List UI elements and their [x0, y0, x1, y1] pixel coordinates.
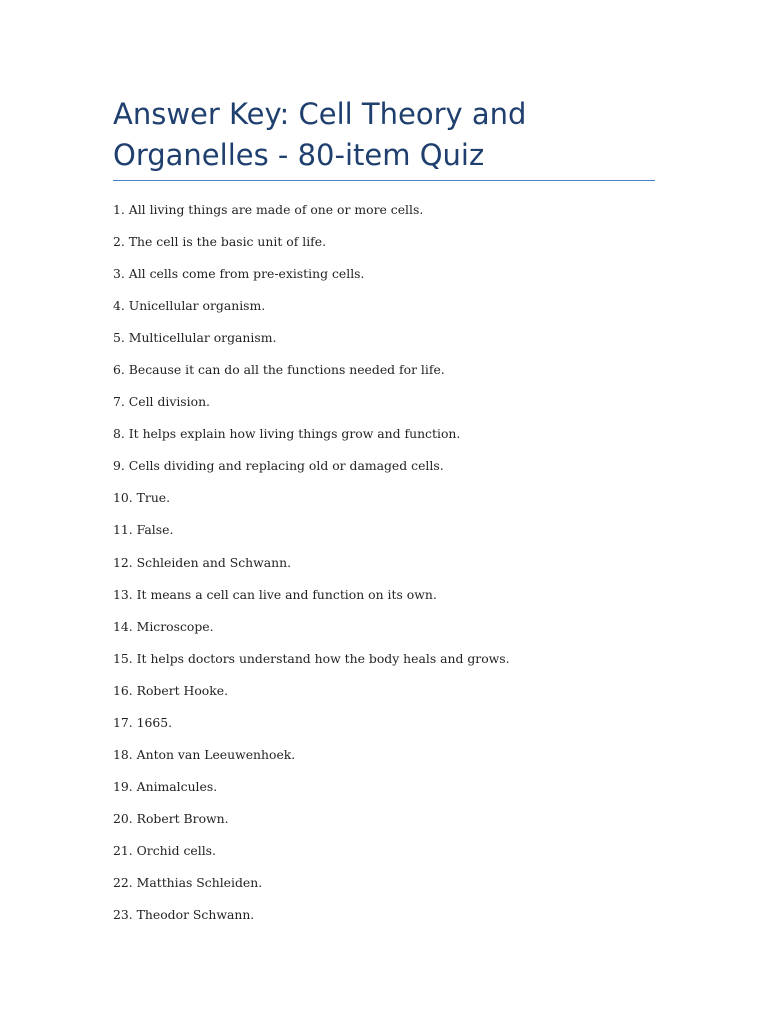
answer-item: 22. Matthias Schleiden. [113, 874, 263, 890]
answer-item: 7. Cell division. [113, 394, 210, 410]
document-title: Answer Key: Cell Theory and Organelles - 80-item Quiz [113, 97, 527, 172]
answer-item: 2. The cell is the basic unit of life. [113, 234, 327, 250]
answer-item: 4. Unicellular organism. [113, 298, 266, 314]
answer-list [113, 200, 510, 937]
answer-item: 8. It helps explain how living things grow and function. [113, 426, 461, 442]
answer-item: 16. Robert Hooke. [113, 682, 229, 698]
answer-item: 13. It means a cell can live and function on its own. [113, 586, 437, 602]
answer-item: 6. Because it can do all the functions needed for life. [113, 362, 445, 378]
title-underline [113, 180, 655, 181]
answer-item: 10. True. [113, 490, 171, 506]
answer-item: 11. False. [113, 522, 174, 538]
answer-item: 17. 1665. [113, 714, 173, 730]
answer-item: 12. Schleiden and Schwann. [113, 554, 292, 570]
answer-item: 14. Microscope. [113, 618, 214, 634]
answer-item: 21. Orchid cells. [113, 842, 216, 858]
answer-item: 1. All living things are made of one or more cells. [113, 202, 424, 217]
answer-item: 18. Anton van Leeuwenhoek. [113, 746, 296, 762]
answer-item: 3. All cells come from pre-existing cells. [113, 266, 365, 282]
answer-item: 15. It helps doctors understand how the body heals and grows. [113, 650, 510, 666]
answer-item: 23. Theodor Schwann. [113, 907, 255, 923]
answer-item: 9. Cells dividing and replacing old or damaged cells. [113, 458, 444, 474]
answer-item: 19. Animalcules. [113, 778, 218, 794]
answer-item: 20. Robert Brown. [113, 810, 229, 826]
answer-item: 5. Multicellular organism. [113, 330, 277, 346]
